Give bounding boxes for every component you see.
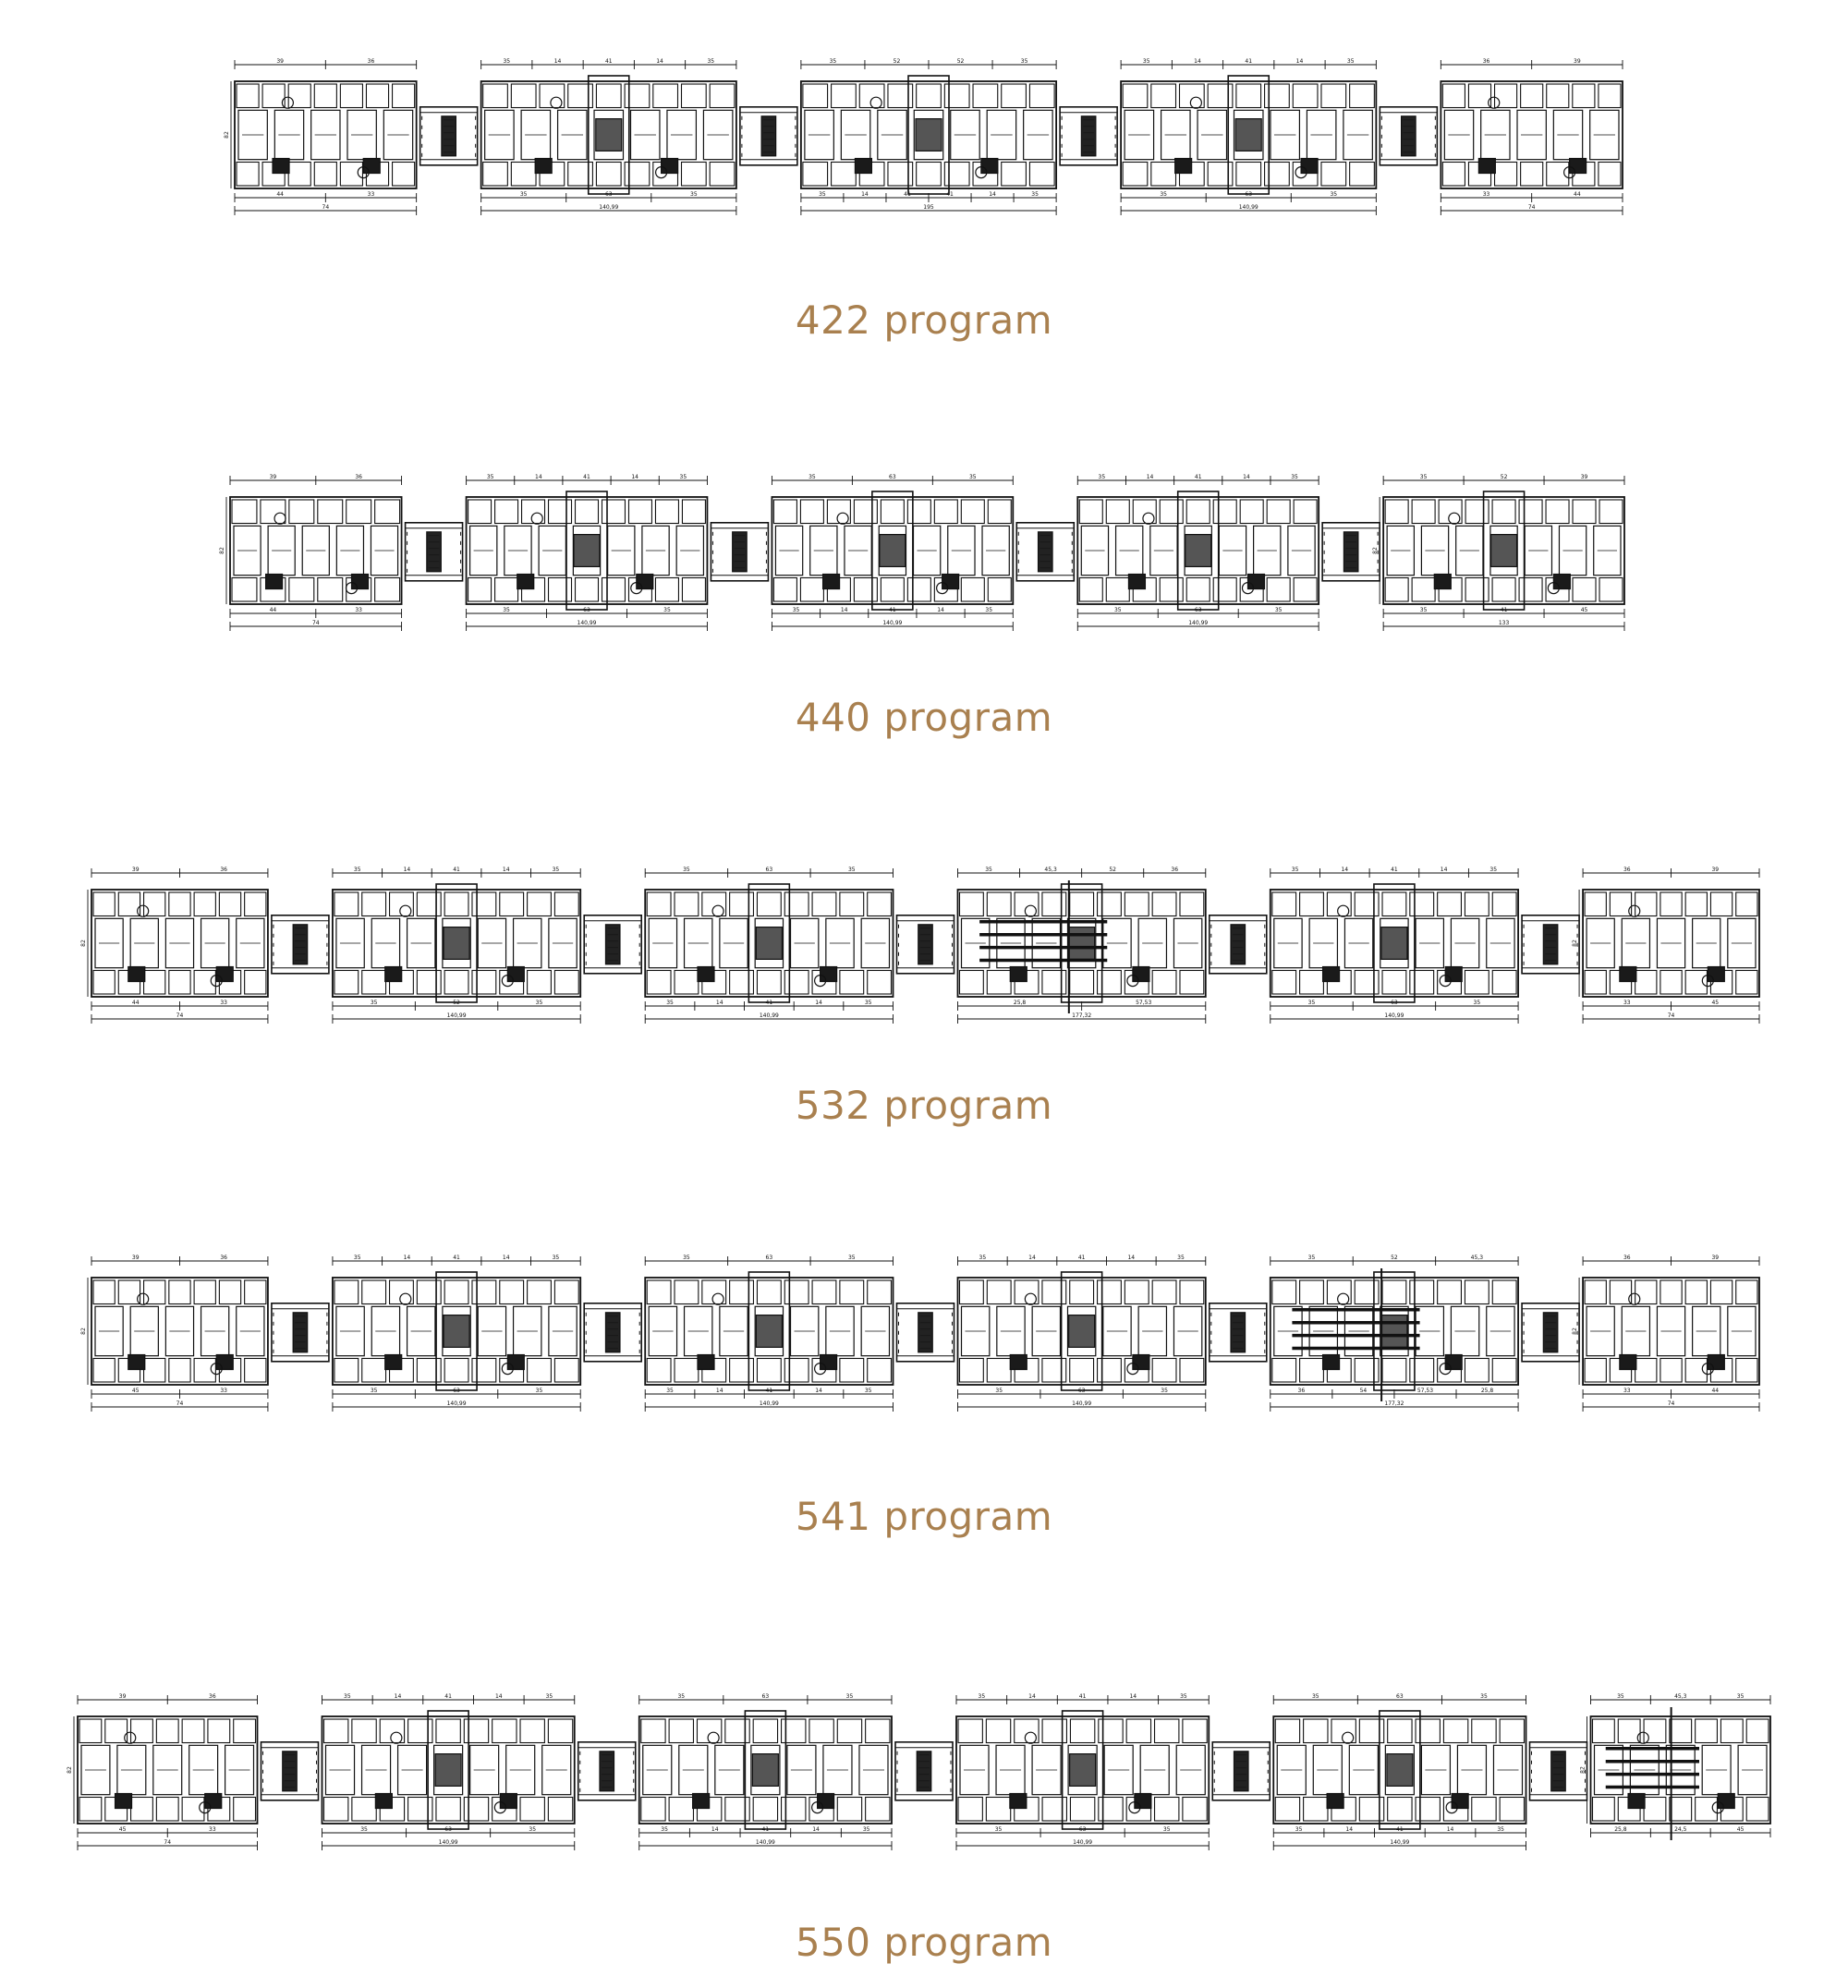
dimension-side: 82: [80, 1327, 87, 1335]
glass-unit: [420, 107, 478, 165]
profile-section-fixed-mullion: [645, 867, 893, 1024]
dimension-top: 41: [1194, 474, 1202, 480]
dimension-top: 35: [344, 1693, 351, 1700]
glass-unit: [584, 915, 641, 974]
profile-section-sash-mullion: [958, 1255, 1206, 1412]
dimension-side: 82: [1572, 939, 1579, 947]
section-strip: [219, 471, 1628, 637]
dimension-top: 36: [209, 1693, 216, 1700]
dimension-bottom: 63: [1194, 607, 1202, 613]
dimension-top: 39: [1574, 58, 1581, 65]
dimension-bottom: 41: [946, 191, 954, 198]
dimension-bottom: 35: [1162, 1826, 1171, 1833]
dimension-top: 36: [355, 474, 363, 480]
dimension-bottom: 36: [1297, 1388, 1306, 1394]
glass-unit: [406, 523, 463, 581]
dimension-top: 14: [553, 58, 562, 65]
dimension-bottom: 35: [1419, 607, 1428, 613]
glass-unit: [1060, 107, 1117, 165]
dimension-bottom: 44: [276, 191, 284, 198]
program-drawing: [219, 471, 1628, 637]
dimension-top: 35: [552, 1255, 560, 1261]
dimension-bottom: 35: [1031, 191, 1039, 198]
dimension-side: 82: [1372, 547, 1380, 554]
dimension-bottom: 35: [864, 1388, 872, 1394]
dimension-top: 35: [1311, 1693, 1319, 1700]
profile-section-sash-mullion: [956, 1693, 1209, 1850]
dimension-top: 35: [808, 474, 816, 480]
dimension-bottom: 57,53: [1416, 1388, 1434, 1394]
program-label: 550 program: [795, 1920, 1053, 1965]
dimension-top: 35: [1142, 58, 1150, 65]
dimension-top: 63: [761, 1693, 770, 1700]
dimension-bottom: 35: [519, 191, 528, 198]
glass-unit: [1522, 1303, 1579, 1362]
dimension-top: 36: [220, 867, 228, 873]
dimension-top: 35: [845, 1693, 854, 1700]
dimension-bottom: 35: [1160, 191, 1167, 198]
dimension-top: 63: [1396, 1693, 1404, 1700]
dimension-top: 35: [707, 58, 715, 65]
dimension-top: 35: [486, 474, 494, 480]
dimension-top: 39: [269, 474, 277, 480]
glass-unit: [897, 915, 954, 974]
dimension-top: 35: [1020, 58, 1028, 65]
dimension-bottom: 35: [792, 607, 800, 613]
dimension-top: 52: [1109, 867, 1116, 873]
dimension-top: 35: [353, 1255, 361, 1261]
profile-section-sash-mullion: [333, 867, 580, 1024]
dimension-bottom: 63: [1245, 191, 1253, 198]
dimension-top: 36: [220, 1255, 228, 1261]
dimension-top: 35: [1291, 474, 1298, 480]
profile-section-slide-mullion: [958, 867, 1206, 1024]
dimension-top: 36: [1623, 867, 1631, 873]
glass-unit: [272, 1303, 329, 1362]
dimension-top: 63: [765, 1255, 773, 1261]
dimension-bottom: 33: [220, 1000, 228, 1006]
glass-unit: [578, 1742, 636, 1800]
dimension-total: 140,99: [759, 1400, 779, 1407]
dimension-total: 74: [322, 204, 330, 211]
glass-unit: [740, 107, 797, 165]
profile-section-slide-mullion-right: [1270, 1255, 1518, 1412]
dimension-total: 140,99: [755, 1839, 775, 1846]
dimension-side: 82: [1572, 1327, 1579, 1335]
dimension-top: 35: [968, 474, 977, 480]
dimension-bottom: 63: [1078, 1826, 1087, 1833]
dimension-top: 14: [494, 1693, 503, 1700]
dimension-top: 14: [1129, 1693, 1137, 1700]
dimension-top: 41: [1391, 867, 1398, 873]
profile-section-frame-left: [224, 58, 417, 215]
profile-section-fixed-mullion: [645, 1255, 893, 1412]
dimension-top: 35: [1307, 1255, 1316, 1261]
dimension-total: 133: [1498, 620, 1510, 626]
profile-section-sash-mullion: [467, 474, 708, 631]
dimension-bottom: 45: [1736, 1826, 1745, 1833]
dimension-bottom: 41: [889, 607, 896, 613]
glass-unit: [1322, 523, 1380, 581]
program-550: [0, 1691, 1848, 1986]
dimension-top: 35: [1098, 474, 1106, 480]
dimension-top: 35: [545, 1693, 553, 1700]
dimension-top: 35: [503, 58, 511, 65]
dimension-top: 52: [956, 58, 965, 65]
dimension-bottom: 63: [583, 607, 590, 613]
dimension-top: 41: [1077, 1255, 1086, 1261]
dimension-total: 74: [1667, 1400, 1675, 1407]
profile-section-frame-right: [1572, 867, 1759, 1024]
dimension-top: 36: [1623, 1255, 1631, 1261]
dimension-top: 35: [1736, 1693, 1745, 1700]
glass-unit: [1530, 1742, 1587, 1800]
profile-section-fixed-mullion: [639, 1693, 892, 1850]
dimension-bottom: 35: [503, 607, 510, 613]
dimension-bottom: 63: [444, 1826, 452, 1833]
dimension-top: 35: [979, 1255, 987, 1261]
dimension-total: 74: [311, 620, 320, 626]
dimension-bottom: 33: [1623, 1000, 1631, 1006]
dimension-top: 39: [131, 1255, 140, 1261]
dimension-bottom: 33: [1623, 1388, 1631, 1394]
dimension-top: 14: [403, 867, 411, 873]
program-label: 422 program: [795, 297, 1053, 343]
dimension-top: 35: [985, 867, 992, 873]
section-strip: [67, 1691, 1774, 1857]
dimension-bottom: 41: [1500, 607, 1508, 613]
dimension-bottom: 35: [1274, 607, 1283, 613]
dimension-bottom: 45: [131, 1388, 140, 1394]
profile-section-sash-mullion: [481, 58, 736, 215]
dimension-bottom: 35: [535, 1388, 543, 1394]
profile-section-frame-left: [67, 1693, 258, 1850]
dimension-total: 74: [1667, 1012, 1675, 1019]
dimension-top: 52: [1391, 1255, 1398, 1261]
dimension-bottom: 14: [840, 607, 848, 613]
profile-section-sash-mullion: [1270, 867, 1518, 1024]
dimension-bottom: 35: [985, 607, 993, 613]
glass-unit: [272, 915, 329, 974]
dimension-bottom: 14: [989, 191, 996, 198]
dimension-bottom: 35: [995, 1388, 1003, 1394]
profile-section-fixed-mullion: [801, 58, 1056, 215]
dimension-top: 35: [1291, 867, 1299, 873]
dimension-top: 45,3: [1470, 1255, 1484, 1261]
dimension-top: 35: [1177, 1255, 1185, 1261]
dimension-bottom: 33: [220, 1388, 228, 1394]
dimension-bottom: 14: [715, 1000, 723, 1006]
glass-unit: [1210, 1303, 1267, 1362]
dimension-top: 14: [1440, 867, 1448, 873]
dimension-bottom: 35: [370, 1000, 378, 1006]
dimension-bottom: 25,8: [1480, 1388, 1494, 1394]
dimension-top: 14: [1295, 58, 1304, 65]
dimension-bottom: 45: [118, 1826, 127, 1833]
dimension-top: 14: [502, 1255, 510, 1261]
program-drawing: [67, 1691, 1774, 1857]
dimension-bottom: 63: [453, 1388, 460, 1394]
dimension-bottom: 33: [367, 191, 375, 198]
profile-section-frame-left: [219, 474, 402, 631]
dimension-bottom: 35: [663, 607, 671, 613]
dimension-top: 41: [453, 1255, 460, 1261]
profile-section-fixed-mullion: [1273, 1693, 1526, 1850]
dimension-top: 41: [444, 1693, 452, 1700]
dimension-bottom: 33: [1482, 191, 1490, 198]
profile-section-fixed-mullion: [772, 474, 1013, 631]
program-440: [0, 471, 1848, 767]
profile-section-fixed-mullion: [1372, 474, 1624, 631]
dimension-top: 39: [276, 58, 284, 65]
dimension-bottom: 25,8: [1614, 1826, 1627, 1833]
dimension-top: 39: [118, 1693, 127, 1700]
dimension-top: 35: [847, 867, 856, 873]
dimension-total: 140,99: [599, 204, 619, 211]
glass-unit: [897, 1303, 954, 1362]
profile-section-slide-frame-right: [1580, 1693, 1771, 1840]
dimension-top: 41: [1245, 58, 1253, 65]
dimension-total: 140,99: [1390, 1839, 1410, 1846]
dimension-top: 14: [535, 474, 542, 480]
dimension-bottom: 14: [1446, 1826, 1454, 1833]
program-422: [0, 55, 1848, 351]
dimension-top: 35: [1180, 1693, 1187, 1700]
dimension-total: 74: [164, 1839, 172, 1846]
glass-unit: [584, 1303, 641, 1362]
dimension-top: 35: [1346, 58, 1355, 65]
dimension-bottom: 35: [666, 1000, 674, 1006]
dimension-total: 140,99: [577, 620, 597, 626]
program-label: 541 program: [795, 1494, 1053, 1539]
dimension-side: 82: [67, 1766, 73, 1774]
dimension-bottom: 14: [937, 607, 944, 613]
dimension-total: 74: [1527, 204, 1536, 211]
profile-section-sash-mullion: [333, 1255, 580, 1412]
glass-unit: [261, 1742, 319, 1800]
profile-section-frame-left: [80, 1255, 268, 1412]
dimension-bottom: 54: [1359, 1388, 1368, 1394]
program-label: 532 program: [795, 1083, 1053, 1128]
dimension-top: 41: [583, 474, 590, 480]
dimension-bottom: 24,5: [1674, 1826, 1687, 1833]
dimension-top: 35: [978, 1693, 986, 1700]
dimension-top: 41: [604, 58, 613, 65]
dimension-total: 140,99: [446, 1012, 467, 1019]
dimension-top: 36: [1171, 867, 1179, 873]
dimension-top: 41: [453, 867, 460, 873]
dimension-total: 140,99: [759, 1012, 779, 1019]
dimension-top: 35: [1489, 867, 1498, 873]
dimension-top: 39: [1711, 867, 1720, 873]
dimension-bottom: 14: [711, 1826, 719, 1833]
dimension-bottom: 41: [1396, 1826, 1404, 1833]
dimension-bottom: 35: [535, 1000, 543, 1006]
dimension-side: 82: [219, 547, 225, 554]
profile-section-sash-mullion: [322, 1693, 575, 1850]
dimension-top: 52: [1500, 474, 1508, 480]
dimension-top: 41: [1078, 1693, 1087, 1700]
dimension-top: 14: [1028, 1693, 1036, 1700]
dimension-bottom: 41: [765, 1000, 773, 1006]
dimension-total: 140,99: [1188, 620, 1209, 626]
dimension-side: 82: [1579, 1766, 1587, 1774]
dimension-top: 14: [394, 1693, 402, 1700]
dimension-total: 140,99: [446, 1400, 467, 1407]
program-drawing: [80, 864, 1763, 1030]
dimension-bottom: 14: [861, 191, 869, 198]
profile-section-frame-right: [1572, 1255, 1759, 1412]
dimension-top: 14: [1341, 867, 1349, 873]
glass-unit: [1380, 107, 1437, 165]
dimension-top: 35: [552, 867, 560, 873]
program-label: 440 program: [795, 695, 1053, 740]
program-drawing: [80, 1252, 1763, 1418]
glass-unit: [1212, 1742, 1270, 1800]
dimension-bottom: 14: [812, 1826, 820, 1833]
dimension-top: 36: [1482, 58, 1490, 65]
program-532: [0, 864, 1848, 1159]
dimension-total: 140,99: [1072, 1400, 1092, 1407]
dimension-bottom: 44: [131, 1000, 140, 1006]
dimension-total: 74: [176, 1400, 184, 1407]
dimension-bottom: 44: [269, 607, 277, 613]
dimension-bottom: 52: [453, 1000, 460, 1006]
glass-unit: [711, 523, 768, 581]
dimension-bottom: 45: [1580, 607, 1588, 613]
profile-section-frame-left: [80, 867, 268, 1024]
glass-unit: [1522, 915, 1579, 974]
dimension-bottom: 35: [864, 1000, 872, 1006]
section-strip: [80, 1252, 1763, 1418]
dimension-side: 82: [224, 131, 230, 139]
dimension-bottom: 35: [1161, 1388, 1168, 1394]
dimension-top: 14: [1243, 474, 1250, 480]
dimension-bottom: 35: [1113, 607, 1122, 613]
profile-section-frame-right: [1441, 58, 1623, 215]
dimension-bottom: 35: [994, 1826, 1003, 1833]
glass-unit: [1016, 523, 1074, 581]
glass-unit: [895, 1742, 953, 1800]
dimension-total: 195: [923, 204, 934, 211]
dimension-top: 35: [353, 867, 361, 873]
dimension-top: 63: [765, 867, 773, 873]
dimension-top: 14: [502, 867, 510, 873]
dimension-bottom: 63: [604, 191, 613, 198]
dimension-top: 14: [1127, 1255, 1136, 1261]
dimension-top: 45,3: [1044, 867, 1057, 873]
dimension-total: 140,99: [882, 620, 903, 626]
dimension-bottom: 25,8: [1013, 1000, 1027, 1006]
dimension-top: 35: [677, 1693, 686, 1700]
dimension-bottom: 35: [661, 1826, 668, 1833]
program-541: [0, 1252, 1848, 1547]
dimension-bottom: 14: [1345, 1826, 1354, 1833]
dimension-total: 140,99: [438, 1839, 458, 1846]
dimension-top: 35: [1419, 474, 1428, 480]
dimension-top: 36: [367, 58, 375, 65]
dimension-bottom: 63: [1077, 1388, 1086, 1394]
dimension-side: 82: [80, 939, 87, 947]
dimension-top: 39: [131, 867, 140, 873]
dimension-top: 35: [847, 1255, 856, 1261]
dimension-top: 14: [403, 1255, 411, 1261]
dimension-top: 35: [1617, 1693, 1624, 1700]
dimension-top: 14: [1146, 474, 1154, 480]
dimension-top: 35: [1480, 1693, 1488, 1700]
dimension-total: 140,99: [1238, 204, 1258, 211]
dimension-bottom: 35: [666, 1388, 674, 1394]
program-drawing: [224, 55, 1626, 222]
dimension-bottom: 35: [1295, 1826, 1303, 1833]
dimension-bottom: 35: [1473, 1000, 1481, 1006]
dimension-bottom: 63: [1391, 1000, 1398, 1006]
dimension-bottom: 41: [904, 191, 911, 198]
dimension-bottom: 57,53: [1136, 1000, 1152, 1006]
section-strip: [224, 55, 1626, 222]
dimension-top: 35: [683, 867, 690, 873]
dimension-top: 14: [631, 474, 638, 480]
dimension-top: 45,3: [1674, 1693, 1687, 1700]
dimension-bottom: 35: [819, 191, 826, 198]
dimension-top: 39: [1580, 474, 1588, 480]
dimension-bottom: 45: [1711, 1000, 1720, 1006]
dimension-top: 14: [1028, 1255, 1036, 1261]
dimension-bottom: 14: [815, 1388, 822, 1394]
section-strip: [80, 864, 1763, 1030]
dimension-bottom: 33: [209, 1826, 216, 1833]
dimension-bottom: 41: [765, 1388, 773, 1394]
glass-unit: [1210, 915, 1267, 974]
dimension-bottom: 35: [1497, 1826, 1504, 1833]
dimension-total: 177,32: [1072, 1012, 1092, 1019]
dimension-total: 177,32: [1384, 1400, 1404, 1407]
dimension-top: 35: [829, 58, 837, 65]
profile-section-sash-mullion: [1077, 474, 1319, 631]
dimension-bottom: 35: [529, 1826, 537, 1833]
dimension-total: 140,99: [1073, 1839, 1093, 1846]
dimension-bottom: 35: [360, 1826, 368, 1833]
dimension-top: 52: [893, 58, 901, 65]
dimension-bottom: 44: [1711, 1388, 1720, 1394]
dimension-top: 39: [1711, 1255, 1720, 1261]
dimension-bottom: 35: [862, 1826, 870, 1833]
profile-section-sash-mullion: [1121, 58, 1376, 215]
dimension-bottom: 14: [815, 1000, 822, 1006]
dimension-bottom: 35: [690, 191, 698, 198]
dimension-bottom: 35: [1330, 191, 1338, 198]
dimension-bottom: 35: [1307, 1000, 1316, 1006]
dimension-bottom: 41: [761, 1826, 770, 1833]
dimension-bottom: 35: [370, 1388, 378, 1394]
dimension-top: 63: [889, 474, 896, 480]
dimension-bottom: 33: [355, 607, 363, 613]
dimension-top: 35: [679, 474, 687, 480]
dimension-total: 74: [176, 1012, 184, 1019]
dimension-bottom: 14: [715, 1388, 723, 1394]
dimension-top: 14: [1194, 58, 1201, 65]
dimension-top: 14: [656, 58, 663, 65]
dimension-total: 140,99: [1384, 1012, 1404, 1019]
dimension-bottom: 44: [1574, 191, 1581, 198]
dimension-top: 35: [683, 1255, 690, 1261]
